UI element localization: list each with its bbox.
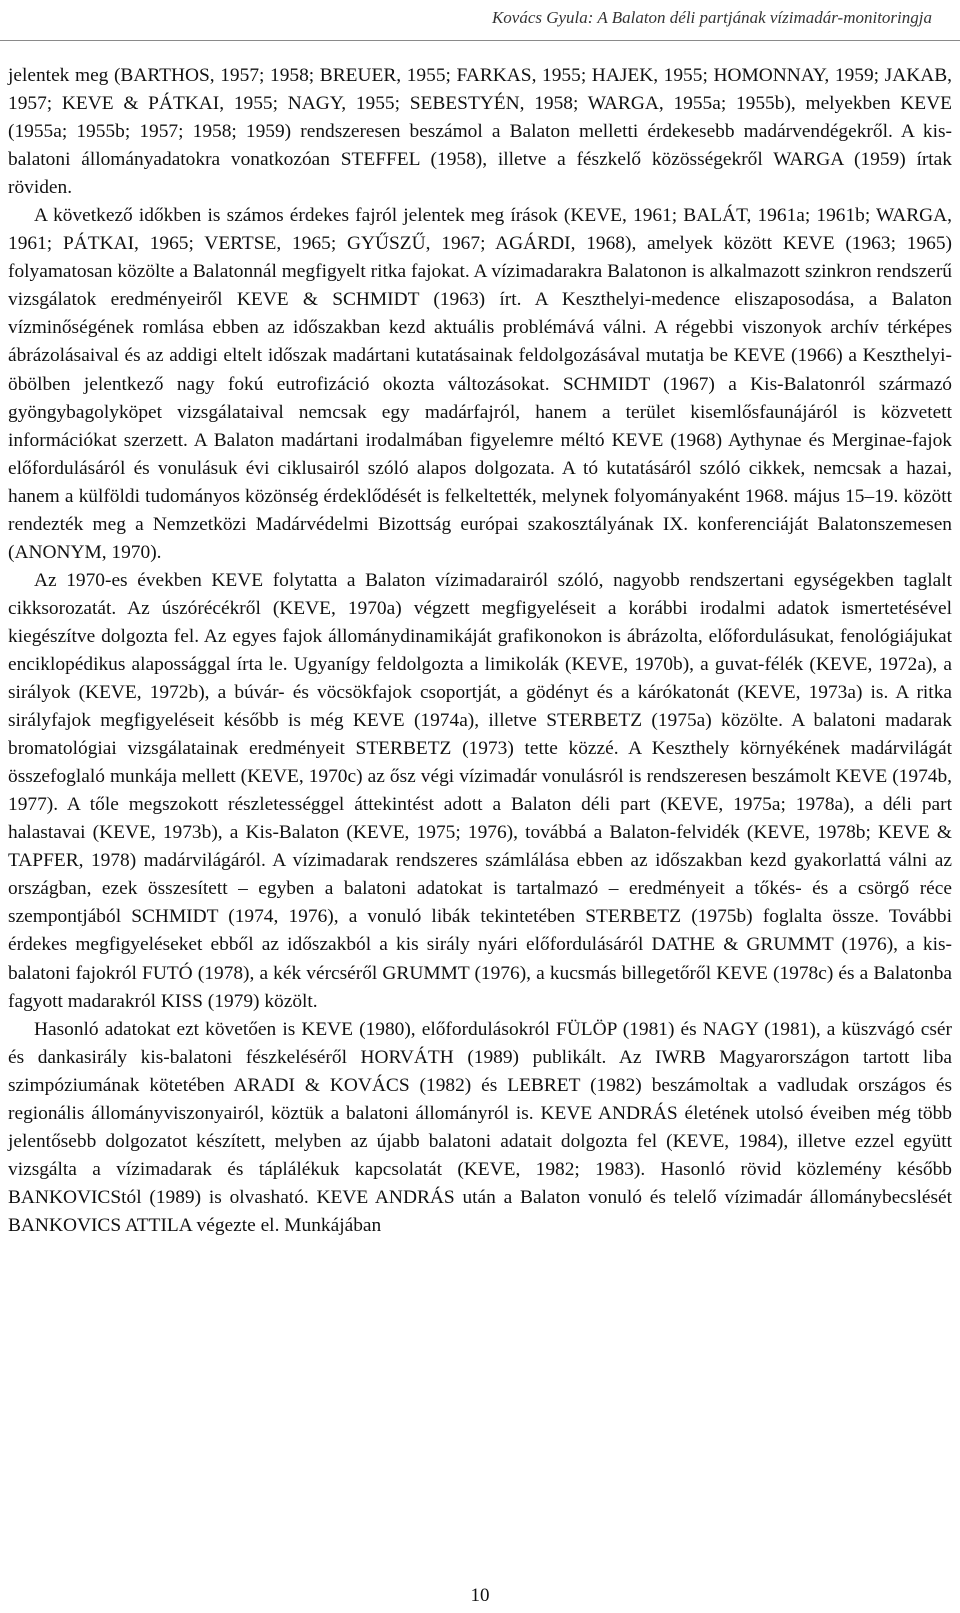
page-number: 10 [470,1585,490,1606]
body-text [8,62,952,1240]
paragraph-2: A következő időkben is számos érdekes fajról jelentek meg írások (KEVE, 1961; BALÁT, 1961a; 1961b; WARGA, 1961; PÁTKAI, 1965; VERTSE, 1965; GYŰSZŰ, 1967; AGÁRDI, 1968), amelyek között KEVE (1963; 1965) folyamatosan közölte a Balatonnál megfigyelt ritka fajokat. A vízimadarakra Balatonon is alkalmazott szinkron rendszerű vizsgálatok eredményeiről KEVE & SCHMIDT (1963) írt. A Keszthelyi-medence eliszaposodása, a Balaton vízminőségének romlása ebben az időszakban kezd aktuális problémává válni. A régebbi viszonyok archív térképes ábrázolásaival és az addigi eltelt időszak madártani kutatásainak feldolgozásával mutatja be KEVE (1966) a Keszthelyi-öbölben jelentkező nagy fokú eutrofizáció okozta változásokat. SCHMIDT (1967) a Kis-Balatonról származó gyöngybagolyköpet vizsgálataival nemcsak egy madárfajról, hanem a terület kisemlősfaunájáról is közvetett információkat szerzett. A Balaton madártani irodalmában figyelemre méltó KEVE (1968) Aythynae és Merginae-fajok előfordulásáról és vonulásuk évi ciklusairól szóló alapos dolgozata. A tó kutatásáról szóló cikkek, nemcsak a hazai, hanem a külföldi tudományos közönség érdeklődését is felkeltették, melynek folyományaként 1968. május 15–19. között rendezték meg a Nemzetközi Madárvédelmi Bizottság európai szakosztályának IX. konferenciáját Balatonszemesen (ANONYM, 1970). [8,205,952,563]
paragraph-3: Az 1970-es években KEVE folytatta a Balaton vízimadarairól szóló, nagyobb rendszertani egységekben taglalt cikksorozatát. Az úszórécékről (KEVE, 1970a) végzett megfigyeléseit a korábbi irodalmi adatok ismertetésével kiegészítve dolgozta fel. Az egyes fajok állománydinamikáját grafikonokon is ábrázolta, előfordulásukat, fenológiájukat enciklopédikus alapossággal írta le. Ugyanígy feldolgozta a limikolák (KEVE, 1970b), a guvat-félék (KEVE, 1972a), a sirályok (KEVE, 1972b), a búvár- és vöcsökfajok csoportját, a gödényt és a kárókatonát (KEVE, 1973a) is. A ritka sirályfajok megfigyeléseit később is még KEVE (1974a), illetve STERBETZ (1975a) közölte. A balatoni madarak bromatológiai vizsgálatainak eredményeit STERBETZ (1973) tette közzé. A Keszthely környékének madárvilágát összefoglaló munkája mellett (KEVE, 1970c) az ősz végi vízimadár vonulásról is rendszeresen beszámolt KEVE (1974b, 1977). A tőle megszokott részletességgel áttekintést adott a Balaton déli part (KEVE, 1975a; 1978a), a déli part halastavai (KEVE, 1973b), a Kis-Balaton (KEVE, 1975; 1976), továbbá a Balaton-felvidék (KEVE, 1978b; KEVE & TAPFER, 1978) madárvilágáról. A vízimadarak rendszeres számlálása ebben az időszakban kezd gyakorlattá válni az országban, ezek összesített – egyben a balatoni adatokat is tartalmazó – eredményeit a tőkés- és a csörgő réce szempontjából SCHMIDT (1974, 1976), a vonuló libák tekintetében STERBETZ (1975b) foglalta össze. További érdekes megfigyeléseket ebből az időszakból a kis sirály nyári előfordulásáról DATHE & GRUMMT (1976), a kis-balatoni fajokról FUTÓ (1978), a kék vércséről GRUMMT (1976), a kucsmás billegetőről KEVE (1978c) és a Balatonba fagyott madarakról KISS (1979) közölt. [8,569,952,1012]
running-header: Kovács Gyula: A Balaton déli partjának vízimadár-monitoringja [491,8,932,27]
paragraph-1: jelentek meg (BARTHOS, 1957; 1958; BREUER, 1955; FARKAS, 1955; HAJEK, 1955; HOMONNAY, 1959; JAKAB, 1957; KEVE & PÁTKAI, 1955; NAGY, 1955; SEBESTYÉN, 1958; WARGA, 1955a; 1955b), melyekben KEVE (1955a; 1955b; 1957; 1958; 1959) rendszeresen beszámol a Balaton melletti érdekesebb madárvendégekről. A kis-balatoni állományadatokra vonatkozóan STEFFEL (1958), illetve a fészkelő közösségekről WARGA (1959) írtak röviden. [8,65,952,199]
header-rule [0,40,960,41]
paragraph-4: Hasonló adatokat ezt követően is KEVE (1980), előfordulásokról FÜLÖP (1981) és NAGY (1981), a küszvágó csér és dankasirály kis-balatoni fészkeléséről HORVÁTH (1989) publikált. Az IWRB Magyarországon tartott liba szimpóziumának kötetében ARADI & KOVÁCS (1982) és LEBRET (1982) beszámoltak a vadludak országos és regionális állományviszonyairól, köztük a balatoni állományról is. KEVE ANDRÁS életének utolsó éveiben még több jelentősebb dolgozatot készített, melyben az újabb balatoni adatait dolgozta fel (KEVE, 1984), illetve ezzel együtt vizsgálta a vízimadarak és táplálékuk kapcsolatát (KEVE, 1982; 1983). Hasonló rövid közlemény később BANKOVICStól (1989) is olvasható. KEVE ANDRÁS után a Balaton vonuló és telelő vízimadár állománybecslését BANKOVICS ATTILA végezte el. Munkájában [8,1018,952,1236]
